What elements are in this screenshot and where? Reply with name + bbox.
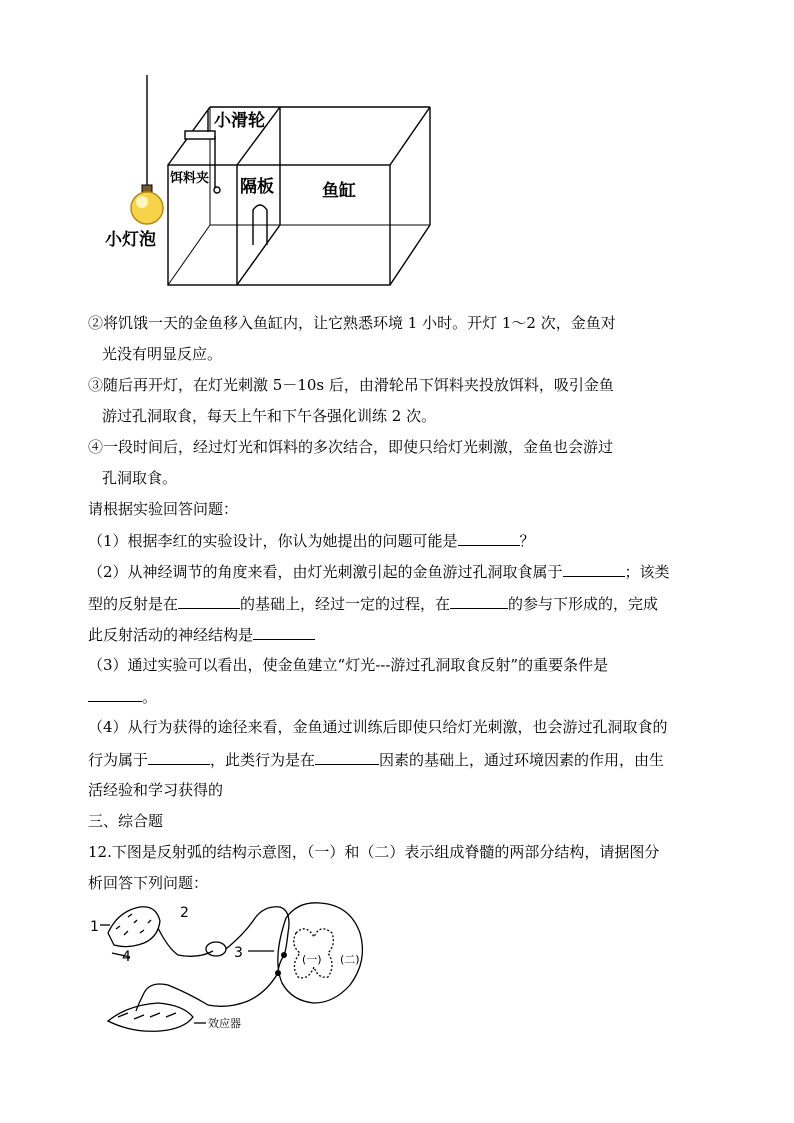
light-bulb-icon bbox=[131, 185, 163, 224]
step-3-line-1: ③随后再开灯，在灯光刺激 5－10s 后，由滑轮吊下饵料夹投放饵料，吸引金鱼 bbox=[88, 376, 614, 394]
label-partition: 隔板 bbox=[240, 177, 274, 197]
label-part-2: (二) bbox=[340, 953, 360, 966]
q2-text: （2）从神经调节的角度来看，由灯光刺激引起的金鱼游过孔洞取食属于 bbox=[88, 563, 563, 581]
q4-text-b: 行为属于 bbox=[88, 751, 149, 769]
q3-suffix: 。 bbox=[142, 688, 158, 706]
label-3: 3 bbox=[234, 945, 243, 961]
q2-text-f: 此反射活动的神经结构是 bbox=[88, 626, 254, 644]
question-1 bbox=[88, 530, 535, 551]
question-2-line-1 bbox=[88, 561, 670, 582]
label-tank: 鱼缸 bbox=[322, 181, 356, 201]
q2-text-e: 的参与下形成的，完成 bbox=[508, 595, 659, 613]
label-effector: 效应器 bbox=[208, 1017, 241, 1030]
questions-prompt: 请根据实验回答问题： bbox=[88, 500, 239, 518]
question-3-line-1: （3）通过实验可以看出，使金鱼建立“灯光---游过孔洞取食反射”的重要条件是 bbox=[88, 656, 609, 674]
question-2-line-3 bbox=[88, 624, 315, 645]
reflex-arc-diagram bbox=[88, 893, 378, 1043]
q4-text-c: ，此类行为是在 bbox=[210, 751, 316, 769]
label-part-1: (一) bbox=[302, 953, 322, 966]
q2-blank-2[interactable] bbox=[178, 593, 240, 609]
question-4-line-1: （4）从行为获得的途径来看，金鱼通过训练后即使只给灯光刺激，也会游过孔洞取食的 bbox=[88, 718, 668, 736]
label-bulb: 小灯泡 bbox=[105, 230, 156, 250]
question-12-line-2: 析回答下列问题： bbox=[88, 874, 209, 892]
label-feeder-clip: 饵料夹 bbox=[170, 171, 210, 186]
q2-text-d: 的基础上，经过一定的过程，在 bbox=[240, 595, 451, 613]
q4-blank-2[interactable] bbox=[315, 749, 379, 765]
label-4: 4 bbox=[122, 949, 131, 965]
step-2-line-2: 光没有明显反应。 bbox=[102, 345, 223, 363]
label-pulley: 小滑轮 bbox=[214, 111, 265, 131]
q4-text-d: 因素的基础上，通过环境因素的作用，由生 bbox=[379, 751, 665, 769]
q2-blank-3[interactable] bbox=[450, 593, 508, 609]
question-4-line-3: 活经验和学习获得的 bbox=[88, 781, 224, 799]
step-2-line-1: ②将饥饿一天的金鱼移入鱼缸内，让它熟悉环境 1 小时。开灯 1～2 次，金鱼对 bbox=[88, 314, 616, 332]
q2-blank-1[interactable] bbox=[563, 561, 625, 577]
fish-tank-diagram bbox=[100, 70, 450, 295]
section-3-heading: 三、综合题 bbox=[88, 812, 164, 830]
question-3-line-2 bbox=[88, 686, 157, 707]
q2-text-c: 型的反射是在 bbox=[88, 595, 179, 613]
label-2: 2 bbox=[180, 905, 189, 921]
label-1: 1 bbox=[90, 919, 99, 935]
question-4-line-2 bbox=[88, 749, 664, 770]
q3-blank[interactable] bbox=[88, 686, 142, 702]
q1-text: （1）根据李红的实验设计，你认为她提出的问题可能是 bbox=[88, 532, 458, 550]
step-4-line-2: 孔洞取食。 bbox=[102, 469, 178, 487]
q4-blank-1[interactable] bbox=[148, 749, 210, 765]
q1-suffix: ？ bbox=[519, 532, 535, 550]
q2-blank-4[interactable] bbox=[253, 624, 315, 640]
step-4-line-1: ④一段时间后，经过灯光和饵料的多次结合，即使只给灯光刺激，金鱼也会游过 bbox=[88, 438, 614, 456]
question-12-line-1: 12.下图是反射弧的结构示意图，（一）和（二）表示组成脊髓的两部分结构，请据图分 bbox=[88, 843, 660, 861]
question-2-line-2 bbox=[88, 593, 658, 614]
q2-text-b: ；该类 bbox=[624, 563, 670, 581]
step-3-line-2: 游过孔洞取食，每天上午和下午各强化训练 2 次。 bbox=[102, 407, 437, 425]
q1-blank[interactable] bbox=[458, 530, 520, 546]
